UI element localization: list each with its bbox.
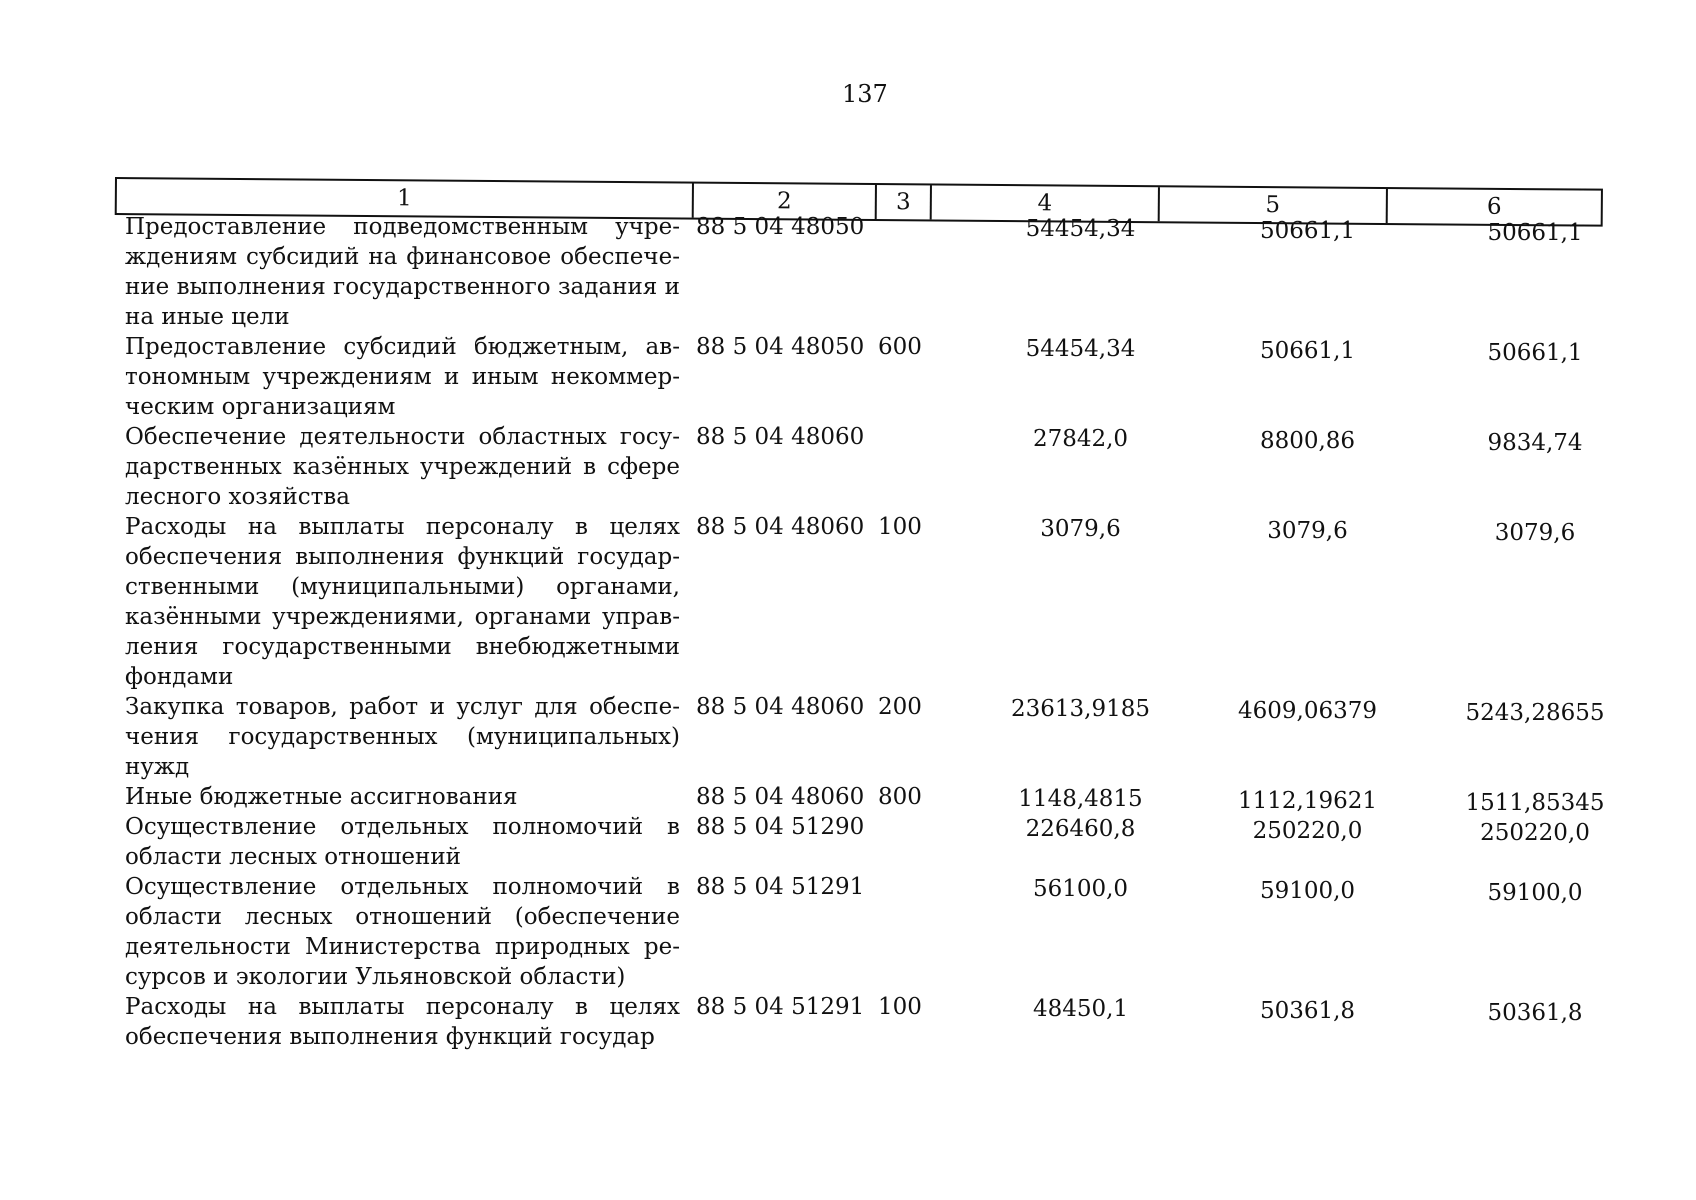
row-code: 88 5 04 51291 xyxy=(696,874,865,900)
row-value-col5: 250220,0 xyxy=(1252,818,1363,844)
row-description: Закупка товаров, работ и услуг для обеспечения государственных (муниципальных) нужд xyxy=(125,694,680,780)
row-value-col5: 4609,06379 xyxy=(1237,698,1377,724)
row-value-col5: 50661,1 xyxy=(1259,338,1356,364)
table-row xyxy=(125,782,1625,816)
table-row xyxy=(125,872,1625,992)
row-value-col4: 54454,34 xyxy=(1025,216,1136,242)
row-value-col4: 56100,0 xyxy=(1032,876,1129,902)
row-description: Предоставление подведомственным учреждениям субсидий на финансовое обеспечение выполнения государственного задания и на иные цели xyxy=(125,214,680,330)
row-value-col4: 27842,0 xyxy=(1032,426,1129,452)
row-value-col6: 50361,8 xyxy=(1487,1000,1583,1026)
row-value-col5: 59100,0 xyxy=(1259,878,1356,904)
row-expense-type: 100 xyxy=(878,994,922,1020)
header-col-1: 1 xyxy=(117,179,694,218)
row-code: 88 5 04 48050 xyxy=(696,214,865,240)
row-value-col4: 226460,8 xyxy=(1025,816,1136,842)
row-code: 88 5 04 48060 xyxy=(696,424,865,450)
row-code: 88 5 04 51290 xyxy=(696,814,865,840)
row-value-col5: 3079,6 xyxy=(1267,518,1348,544)
row-expense-type: 200 xyxy=(878,694,922,720)
row-value-col4: 3079,6 xyxy=(1040,516,1121,542)
row-value-col5: 50361,8 xyxy=(1259,998,1356,1024)
row-description: Иные бюджетные ассигнования xyxy=(125,784,518,810)
row-value-col4: 23613,9185 xyxy=(1010,696,1150,722)
row-value-col6: 250220,0 xyxy=(1480,820,1590,846)
row-code: 88 5 04 51291 xyxy=(696,994,865,1020)
row-value-col5: 1112,19621 xyxy=(1237,788,1377,814)
row-code: 88 5 04 48050 xyxy=(696,334,865,360)
table-row xyxy=(125,332,1625,422)
row-description: Предоставление субсидий бюджетным, автономным учреждениям и иным некоммерческим организациям xyxy=(125,334,680,420)
table-row xyxy=(125,512,1625,692)
row-value-col6: 9834,74 xyxy=(1487,430,1583,456)
row-code: 88 5 04 48060 xyxy=(696,784,865,810)
row-value-col6: 59100,0 xyxy=(1487,880,1583,906)
row-value-col4: 54454,34 xyxy=(1025,336,1136,362)
header-col-2: 2 xyxy=(694,184,877,219)
table-row xyxy=(125,422,1625,512)
header-col-4: 4 xyxy=(932,185,1160,221)
row-expense-type: 800 xyxy=(878,784,922,810)
row-value-col6: 5243,28655 xyxy=(1465,700,1605,726)
table-body xyxy=(125,212,1625,1052)
table-row xyxy=(125,812,1625,872)
header-col-6: 6 xyxy=(1486,193,1502,220)
row-value-col4: 48450,1 xyxy=(1032,996,1129,1022)
row-description: Осуществление отдельных полномочий в области лесных отношений xyxy=(125,814,680,870)
row-value-col4: 1148,4815 xyxy=(1018,786,1143,812)
row-description: Расходы на выплаты персоналу в целях обеспечения выполнения функций государ xyxy=(125,994,680,1050)
row-expense-type: 100 xyxy=(878,514,922,540)
table-row xyxy=(125,692,1625,782)
row-value-col6: 50661,1 xyxy=(1487,220,1583,246)
table-row xyxy=(125,992,1625,1052)
page-number: 137 xyxy=(842,80,888,108)
row-description: Обеспечение деятельности областных государственных казённых учреждений в сфере лесного хозяйства xyxy=(125,424,680,510)
row-value-col6: 3079,6 xyxy=(1494,520,1576,546)
table-row xyxy=(125,212,1625,332)
row-code: 88 5 04 48060 xyxy=(696,694,865,720)
row-value-col5: 50661,1 xyxy=(1259,218,1356,244)
row-code: 88 5 04 48060 xyxy=(696,514,865,540)
row-description: Расходы на выплаты персоналу в целях обеспечения выполнения функций государственными (муниципальными) органами, казёнными учреждениями, органами управления государственными внебюджетными фондами xyxy=(125,514,680,690)
row-expense-type: 600 xyxy=(878,334,922,360)
row-value-col5: 8800,86 xyxy=(1259,428,1356,454)
header-col-5: 5 xyxy=(1160,187,1388,223)
row-value-col6: 1511,85345 xyxy=(1465,790,1605,816)
row-description: Осуществление отдельных полномочий в области лесных отношений (обеспечение деятельности Министерства природных ресурсов и экологии Ульяновской области) xyxy=(125,874,680,990)
row-value-col6: 50661,1 xyxy=(1487,340,1583,366)
header-col-3: 3 xyxy=(877,185,932,219)
